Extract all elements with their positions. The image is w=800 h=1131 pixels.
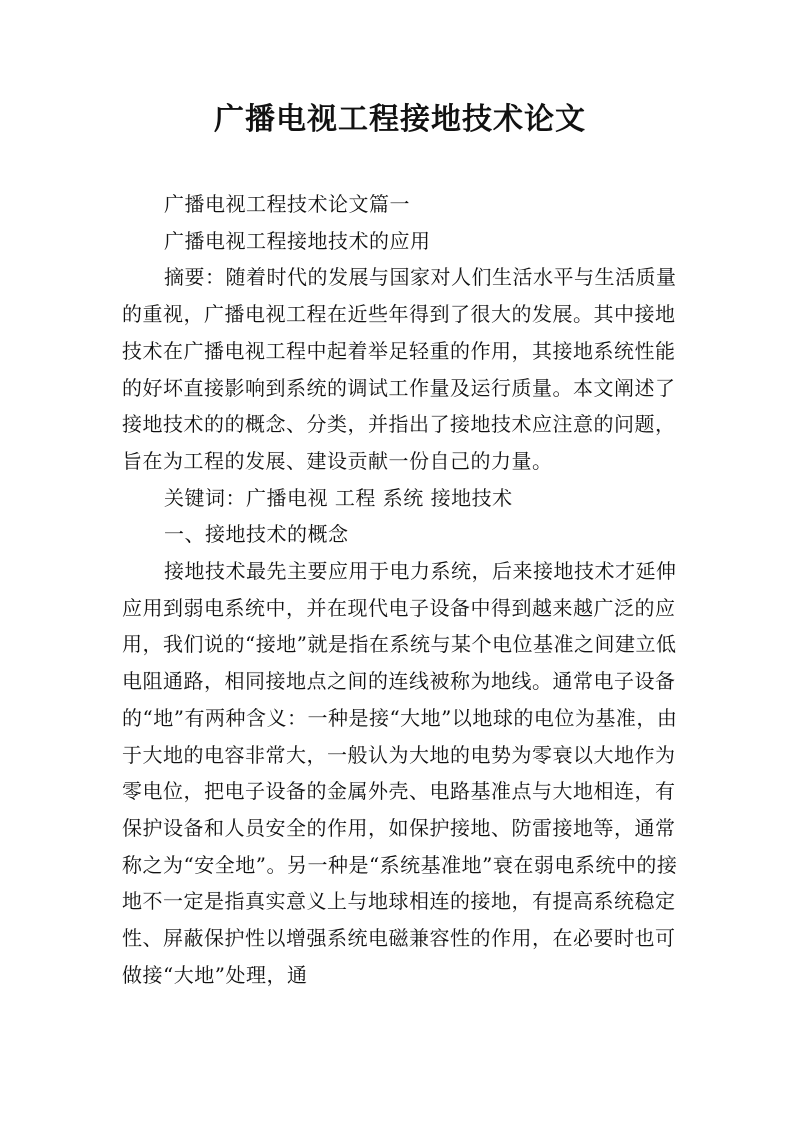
body-paragraph: 接地技术最先主要应用于电力系统，后来接地技术才延伸应用到弱电系统中，并在现代电子设备中得到越来越广泛的应用，我们说的“接地”就是指在系统与某个电位基准之间建立低电阻通路，相同接地点之间的连线被称为地线。通常电子设备的“地”有两种含义：一种是接“大地”以地球的电位为基准，由于大地的电容非常大，一般认为大地的电势为零衰以大地作为零电位，把电子设备的金属外壳、电路基准点与大地相连，有保护设备和人员安全的作用，如保护接地、防雷接地等，通常称之为“安全地”。另一种是“系统基准地”衰在弱电系统中的接地不一定是指真实意义上与地球相连的接地，有提高系统稳定性、屏蔽保护性以增强系统电磁兼容性的作用，在必要时也可做接“大地”处理，通 — [122, 559, 678, 987]
document-title: 广播电视工程接地技术论文 — [214, 102, 586, 137]
abstract-paragraph: 摘要：随着时代的发展与国家对人们生活水平与生活质量的重视，广播电视工程在近些年得到了很大的发展。其中接地技术在广播电视工程中起着举足轻重的作用，其接地系统性能的好坏直接影响到系统的调试工作量及运行质量。本文阐述了接地技术的的概念、分类，并指出了接地技术应注意的问题，旨在为工程的发展、建设贡献一份自己的力量。 — [122, 265, 677, 473]
section-heading: 广播电视工程技术论文篇一 — [164, 192, 410, 216]
section-heading-1: 一、接地技术的概念 — [164, 522, 349, 547]
document-body — [122, 186, 684, 993]
article-title: 广播电视工程接地技术的应用 — [164, 228, 431, 253]
keywords-line: 关键词：广播电视 工程 系统 接地技术 — [164, 485, 513, 510]
